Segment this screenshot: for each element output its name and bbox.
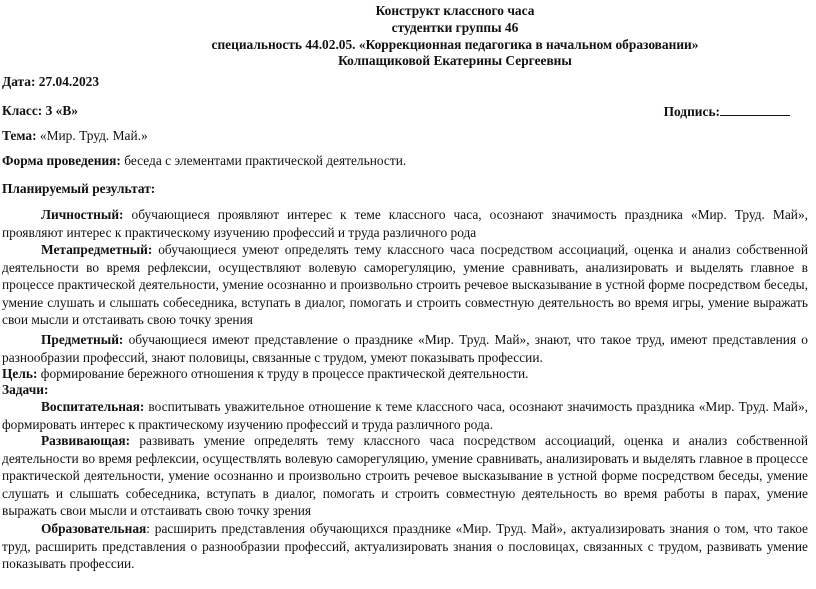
result-subject-text: обучающиеся имеют представление о празднике «Мир. Труд. Май», знают, что такое труд, имеют представления о разнообразии профессий, знают половицы, связанные с трудом, умеют показывать профессии. [2,332,808,365]
signature-blank [720,102,790,116]
topic-line [2,127,808,145]
task-learning [2,520,808,573]
document-header [102,3,808,70]
result-subject-label: Предметный: [41,332,124,347]
task-educational-label: Воспитательная: [41,399,145,414]
tasks-heading [2,381,808,399]
date-label: Дата: 27.04.2023 [2,74,100,89]
task-educational [2,398,808,433]
task-learning-text: : расширить представления обучающихся празднике «Мир. Труд. Май», актуализировать знания о том, что такое труд, расширить представления о разнообразии профессий, актуализировать знания о пословицах, связанных с трудом, развивать умение показывать профессии. [2,521,808,572]
task-developing-text: развивать умение определять тему классного часа посредством ассоциаций, оценка и анализ собственной деятельности во время рефлексии, осуществлять волевую саморегуляцию, умение сравнивать, анализировать и выделять главное в процессе практической деятельности, умение осознанно и произвольно строить речевое высказывание в устной форме посредством беседы, умение слушать и слышать собеседника, вступать в диалог, помогать и строить совместную деятельность во время работы в парах, умение выражать свои мысли и отстаивать свою точку зрения [2,433,808,519]
result-meta-label: Метапредметный: [41,242,153,257]
result-meta-text: обучающиеся умеют определять тему классного часа посредством ассоциаций, оценка и анализ собственной деятельности во время рефлексии, осуществляют волевую саморегуляцию, умение сравнивать, анализировать и выделять главное в процессе практической деятельности, умение осознанно и произвольно строить речевое высказывание в устной форме посредством беседы, умение слушать и слышать собеседника, вступать в диалог, помогать и строить совместную деятельность во время игры, умение выражать свои мысли и отстаивать свою точку зрения [2,242,808,328]
form-label: Форма проведения: [2,153,121,168]
task-developing-label: Развивающая: [41,433,131,448]
signature-label: Подпись: [663,104,720,119]
tasks-label: Задачи: [2,382,49,397]
signature-field [664,102,790,121]
task-developing [2,432,808,520]
header-student-name: Колпащиковой Екатерины Сергеевны [338,53,572,69]
goal-label: Цель: [2,366,38,381]
header-student-group: студентки группы 46 [391,19,519,35]
topic-label: Тема: [2,128,37,143]
goal-text: формирование бережного отношения к труду в процессе практической деятельности. [37,366,529,381]
task-learning-label: Образовательная [41,521,147,536]
topic-text: «Мир. Труд. Май.» [36,128,148,143]
planned-result-heading [2,180,808,198]
result-personal [2,206,808,241]
form-text: беседа с элементами практической деятельности. [120,153,407,168]
goal-line [2,365,808,383]
class-label: Класс: 3 «В» [2,103,78,118]
result-personal-text: обучающиеся проявляют интерес к теме классного часа, осознают значимость праздника «Мир. Труд. Май», проявляют интерес к практическому изучению профессий и труда различного рода [2,207,808,240]
class-line [2,102,808,120]
form-line [2,152,808,170]
header-title: Конструкт классного часа [375,3,535,18]
result-personal-label: Личностный: [41,207,124,222]
date-line [2,73,808,91]
planned-result-label: Планируемый результат: [2,181,156,196]
result-subject [2,331,808,366]
task-educational-text: воспитывать уважительное отношение к теме классного часа, осознают значимость праздника «Мир. Труд. Май», формировать интерес к практическому изучению профессий и труда различного рода. [2,399,808,432]
header-specialty: специальность 44.02.05. «Коррекционная педагогика в начальном образовании» [211,36,699,52]
result-meta [2,241,808,329]
